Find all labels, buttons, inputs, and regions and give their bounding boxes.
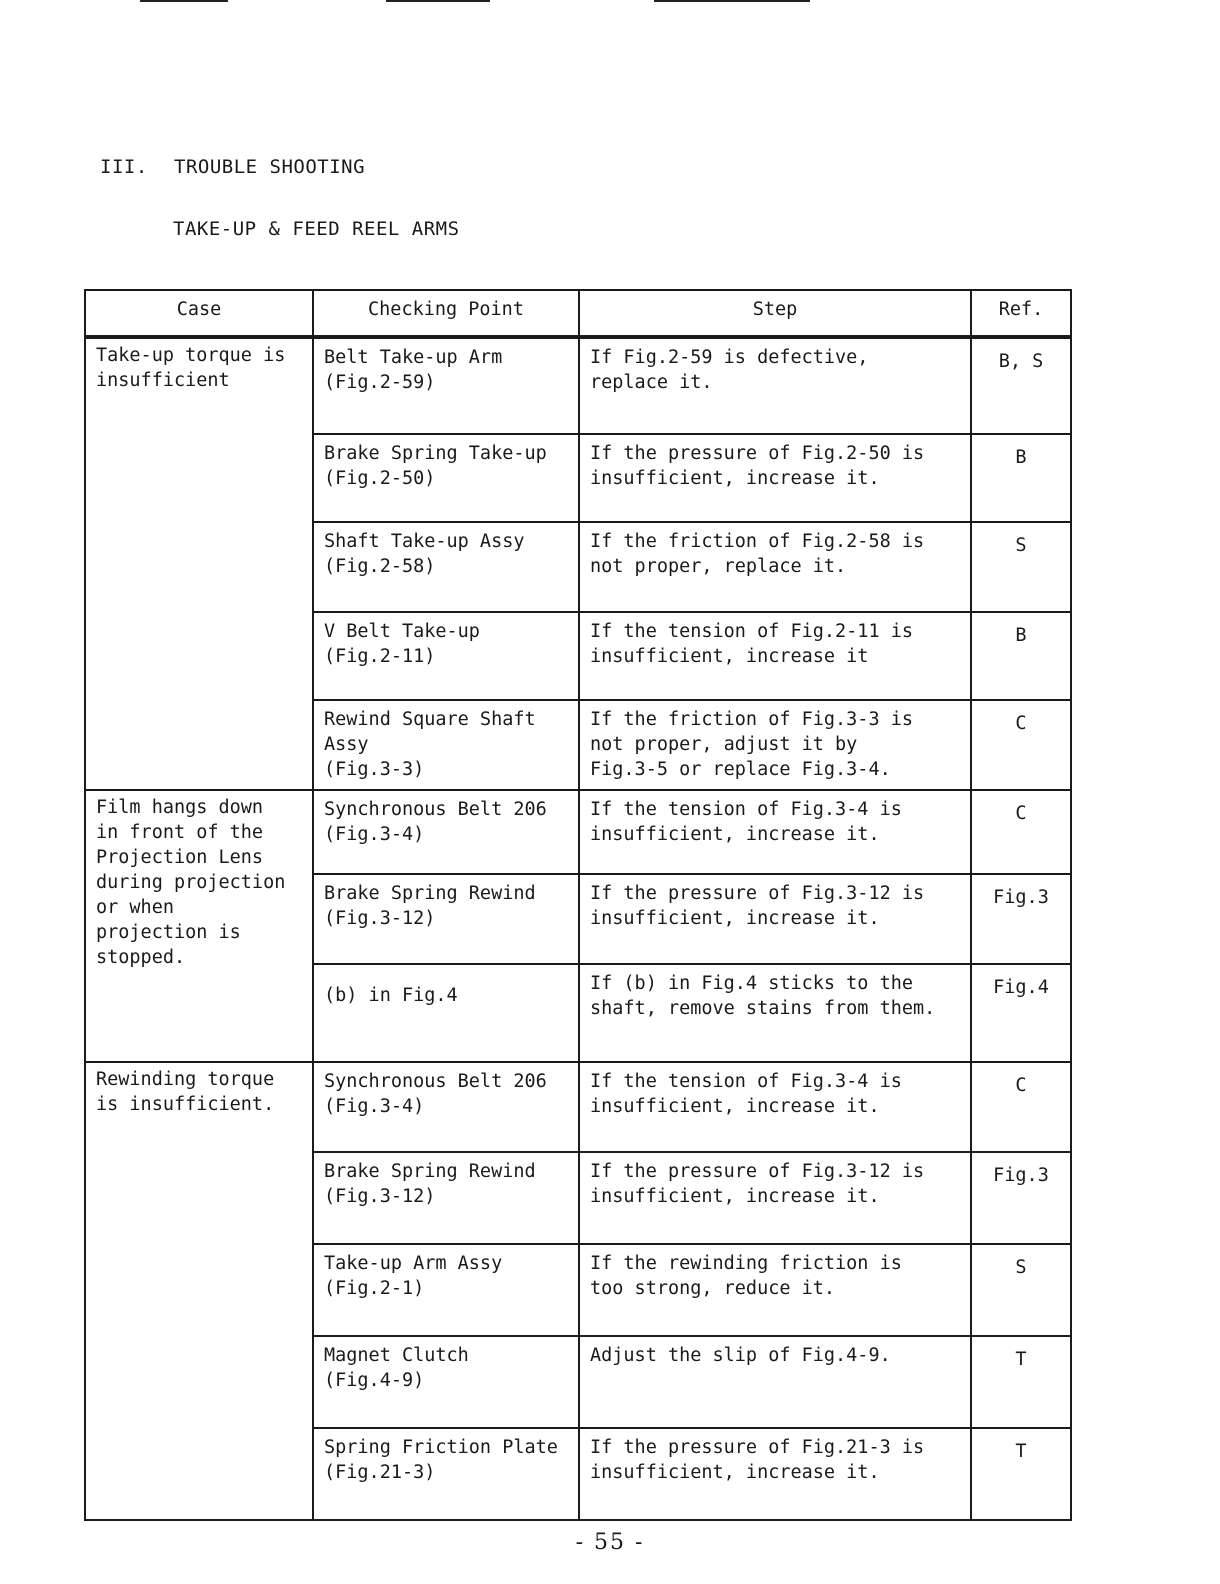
case-cell: Take-up torque is insufficient [85, 337, 313, 790]
top-rule [654, 0, 810, 2]
checking-point-cell: Brake Spring Rewind (Fig.3-12) [313, 1152, 579, 1244]
header-ref: Ref. [971, 290, 1071, 337]
ref-cell: B [971, 612, 1071, 700]
checking-point-cell: Shaft Take-up Assy (Fig.2-58) [313, 522, 579, 612]
ref-cell: B, S [971, 337, 1071, 434]
step-cell: If the pressure of Fig.3-12 is insufficient, increase it. [579, 874, 971, 964]
top-rule [386, 0, 490, 2]
checking-point-cell: Spring Friction Plate (Fig.21-3) [313, 1428, 579, 1520]
checking-point-cell: (b) in Fig.4 [313, 964, 579, 1062]
header-step: Step [579, 290, 971, 337]
step-cell: If the friction of Fig.3-3 is not proper, adjust it by Fig.3-5 or replace Fig.3-4. [579, 700, 971, 790]
step-cell: If the friction of Fig.2-58 is not proper, replace it. [579, 522, 971, 612]
step-cell: If the tension of Fig.3-4 is insufficient, increase it. [579, 790, 971, 874]
header-case: Case [85, 290, 313, 337]
checking-point-cell: Take-up Arm Assy (Fig.2-1) [313, 1244, 579, 1336]
step-cell: If the tension of Fig.2-11 is insufficient, increase it [579, 612, 971, 700]
subsection-title: TAKE-UP & FEED REEL ARMS [173, 218, 460, 240]
table-row [85, 1062, 1071, 1152]
checking-point-cell: Brake Spring Take-up (Fig.2-50) [313, 434, 579, 522]
table-row [85, 790, 1071, 874]
ref-cell: Fig.3 [971, 874, 1071, 964]
step-cell: If the pressure of Fig.2-50 is insufficient, increase it. [579, 434, 971, 522]
ref-cell: S [971, 522, 1071, 612]
checking-point-cell: Belt Take-up Arm (Fig.2-59) [313, 337, 579, 434]
top-rule [140, 0, 228, 2]
checking-point-cell: Rewind Square Shaft Assy (Fig.3-3) [313, 700, 579, 790]
ref-cell: T [971, 1428, 1071, 1520]
ref-cell: C [971, 700, 1071, 790]
ref-cell: Fig.3 [971, 1152, 1071, 1244]
ref-cell: B [971, 434, 1071, 522]
checking-point-cell: Synchronous Belt 206 (Fig.3-4) [313, 790, 579, 874]
checking-point-cell: Magnet Clutch (Fig.4-9) [313, 1336, 579, 1428]
step-cell: If (b) in Fig.4 sticks to the shaft, remove stains from them. [579, 964, 971, 1062]
checking-point-cell: Synchronous Belt 206 (Fig.3-4) [313, 1062, 579, 1152]
header-checking-point: Checking Point [313, 290, 579, 337]
section-title: TROUBLE SHOOTING [174, 156, 366, 178]
step-cell: If the pressure of Fig.3-12 is insufficient, increase it. [579, 1152, 971, 1244]
ref-cell: C [971, 1062, 1071, 1152]
troubleshooting-table [84, 289, 1072, 1521]
step-cell: If Fig.2-59 is defective, replace it. [579, 337, 971, 434]
step-cell: If the pressure of Fig.21-3 is insufficient, increase it. [579, 1428, 971, 1520]
checking-point-cell: Brake Spring Rewind (Fig.3-12) [313, 874, 579, 964]
step-cell: Adjust the slip of Fig.4-9. [579, 1336, 971, 1428]
section-number: III. [100, 156, 148, 178]
ref-cell: S [971, 1244, 1071, 1336]
ref-cell: C [971, 790, 1071, 874]
case-cell: Film hangs down in front of the Projection Lens during projection or when projection is stopped. [85, 790, 313, 1062]
checking-point-cell: V Belt Take-up (Fig.2-11) [313, 612, 579, 700]
section-heading [100, 156, 365, 178]
case-cell: Rewinding torque is insufficient. [85, 1062, 313, 1520]
table-header-row [85, 290, 1071, 337]
table-row [85, 337, 1071, 434]
step-cell: If the tension of Fig.3-4 is insufficient, increase it. [579, 1062, 971, 1152]
ref-cell: Fig.4 [971, 964, 1071, 1062]
step-cell: If the rewinding friction is too strong, reduce it. [579, 1244, 971, 1336]
ref-cell: T [971, 1336, 1071, 1428]
page-number: - 55 - [575, 1530, 645, 1555]
